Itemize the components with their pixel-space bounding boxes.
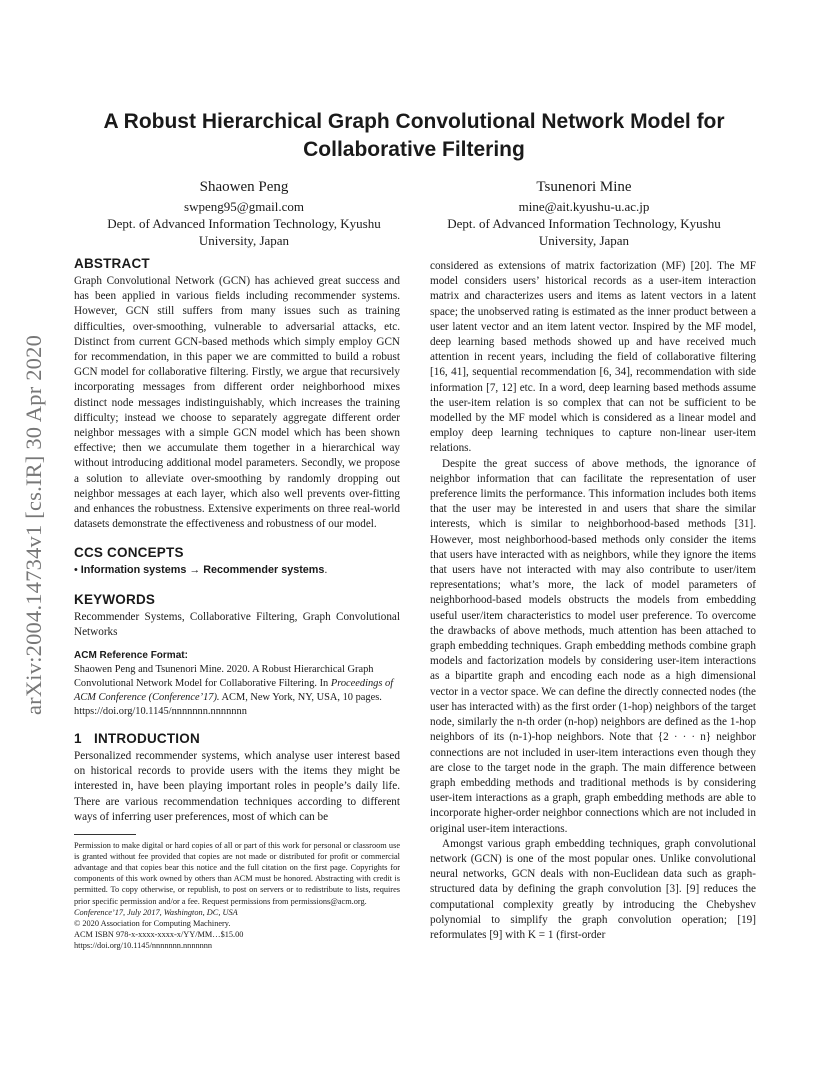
right-paragraph-2: Despite the great success of above methods, the ignorance of neighbor information that can facilitate the representation of user preference limits the performance. This information includes both items that the user may be interested in and users that share the similar interests, which is similar to neighborhood-based methods [31]. However, most neighborhood-based methods only consider the items that users have interacted with as neighbors, while they ignore the items that users have not interacted with may also contribute to user/item representations; what’s more, the lack of model parameters of neighborhood-based models obstructs the models from embedding useful user/item characteristics to model user preference. To overcome the drawbacks of above methods, much attention has been attached to graph embedding techniques. Graph embedding methods combine graph models and factorization models by considering user-item interactions as a bipartite graph and encoding each node as a high dimensional vector in a vector space. We can define the directly connected nodes (the user has interacted with) as the first order (1-hop) neighbors of the target node, similarly the n-th order (n-hop) neighbors are defined as the 1-hop neighbors of its (n-1)-hop neighbors. Note that {2 · · · n} neighbor connections are not included in user-item interactions even though they are close to the target node in the graph. The main difference between graph embedding methods and traditional methods is by considering user-item interactions as a graph, graph embedding methods are able to incorporate higher-order neighbor connections which are not included in original user-item interactions. — [430, 457, 756, 835]
acm-ref-text — [74, 663, 400, 719]
author-affiliation: Dept. of Advanced Information Technology, Kyushu — [107, 216, 381, 231]
left-column — [74, 254, 400, 951]
doi-line: https://doi.org/10.1145/nnnnnnn.nnnnnnn — [74, 940, 213, 950]
ccs-concept-b: Recommender systems — [203, 564, 325, 577]
arxiv-sidebar — [8, 290, 60, 760]
paper-title: A Robust Hierarchical Graph Convolutional Network Model for Collaborative Filtering — [103, 110, 725, 161]
ccs-concepts — [74, 563, 400, 578]
acm-ref-venue: Proceedings of ACM Conference (Conference’17). — [74, 678, 394, 704]
acm-ref-part2: ACM, New York, NY, USA, 10 pages. https://doi.org/10.1145/nnnnnnn.nnnnnnn — [74, 692, 382, 718]
ccs-end: . — [324, 564, 328, 577]
isbn-line: ACM ISBN 978-x-xxxx-xxxx-x/YY/MM…$15.00 — [74, 929, 244, 939]
abstract-text: Graph Convolutional Network (GCN) has achieved great success and has been applied in various fields including recommender systems. However, GCN still suffers from many issues such as training difficulties, over-smoothing, vulnerable to adversarial attacks, etc. Distinct from current GCN-based methods which simply employ GCN for recommendation, in this paper we are committed to build a robust GCN model for collaborative filtering. Firstly, we argue that recursively incorporating messages from different order neighborhood mixes distinct node messages indistinguishably, which increases the training difficulty; instead we choose to separately aggregate different order neighbor messages with a simple GCN model which has been shown effective; then we accumulate them together in a hierarchical way without introducing additional model parameters. Secondly, we propose a solution to alleviate over-smoothing by randomly dropping out neighbor messages at each layer, which also well prevents over-fitting and enhances the robustness. Extensive experiments on three real-world datasets demonstrate the effectiveness and robustness of our model. — [74, 275, 400, 531]
permission-text: Permission to make digital or hard copies of all or part of this work for personal or classroom use is granted without fee provided that copies are not made or distributed for profit or commercial advantage and that copies bear this notice and the full citation on the first page. Copyrights for components of this work owned by others than ACM must be honored. Abstracting with credit is permitted. To copy otherwise, or republish, to post on servers or to redistribute to lists, requires prior specific permission and/or a fee. Request permissions from permissions@acm.org. — [74, 841, 400, 906]
author-block-1 — [74, 176, 414, 249]
permission-block — [74, 834, 400, 951]
intro-title: INTRODUCTION — [94, 731, 200, 747]
ccs-arrow: → — [189, 564, 201, 577]
right-paragraph-1: considered as extensions of matrix factorization (MF) [20]. The MF model considers users’ historical records as a user-item interaction matrix and characterizes users and items as latent vectors in a latent space; the unobserved rating is estimated as the inner product between a user latent vector and an item latent vector. Inspired by the MF model, deep learning based methods showed up and have received much attention in recent years, including the field of collaborative filtering [16, 41], sequential recommendation [6, 34], recommendation with side information [7, 12] etc. In a word, deep learning based methods assume the user-item relation is so complex that can not be sufficient to be modelled by the MF model which is considered as a linear model and employ deep learning techniques to capture non-linear user-item relations. — [430, 260, 756, 455]
right-paragraph-3: Amongst various graph embedding techniques, graph convolutional network (GCN) is one of the most popular ones. Unlike convolutional neural networks, GCN deals with non-Euclidean data such as graph-structured data by defining the graph convolution [3]. [9] reduces the computational complexity greatly by introducing the Chebyshev polynomial to simplify the graph convolution operation; [19] reformulates [9] with K = 1 (first-order — [430, 837, 756, 941]
author-affiliation-country: University, Japan — [198, 233, 290, 248]
ccs-bullet: • — [74, 564, 78, 577]
intro-number: 1 — [74, 731, 82, 747]
author-name: Shaowen Peng — [199, 179, 289, 195]
footnote-rule — [74, 834, 136, 835]
acm-ref-heading: ACM Reference Format: — [74, 650, 188, 662]
arxiv-id: arXiv:2004.14734v1 [cs.IR] 30 Apr 2020 — [21, 334, 46, 716]
author-affiliation-country: University, Japan — [538, 233, 630, 248]
ccs-concept-a: Information systems — [80, 564, 187, 577]
copyright-line: © 2020 Association for Computing Machinery. — [74, 918, 231, 928]
author-name: Tsunenori Mine — [536, 179, 632, 195]
intro-heading — [74, 729, 400, 749]
intro-paragraph: Personalized recommender systems, which analyse user interest based on historical records to provide users with the items they might be interested in, have been playing important roles in people’s daily life. There are various recommendation techniques according to different ways of inferring user preferences, most of which can be — [74, 750, 400, 823]
author-block-2 — [414, 176, 754, 249]
conference-line: Conference’17, July 2017, Washington, DC, USA — [74, 907, 238, 917]
ccs-heading: CCS CONCEPTS — [74, 545, 184, 561]
abstract-heading: ABSTRACT — [74, 256, 150, 271]
author-affiliation: Dept. of Advanced Information Technology, Kyushu — [447, 216, 721, 231]
keywords-text: Recommender Systems, Collaborative Filtering, Graph Convolutional Networks — [74, 610, 400, 638]
keywords-heading: KEYWORDS — [74, 591, 156, 607]
right-column — [430, 259, 756, 943]
author-email: mine@ait.kyushu-u.ac.jp — [518, 199, 650, 214]
acm-ref-part1: Shaowen Peng and Tsunenori Mine. 2020. A Robust Hierarchical Graph Convolutional Network Model for Collaborative Filtering. In — [74, 664, 374, 690]
author-email: swpeng95@gmail.com — [184, 199, 304, 214]
